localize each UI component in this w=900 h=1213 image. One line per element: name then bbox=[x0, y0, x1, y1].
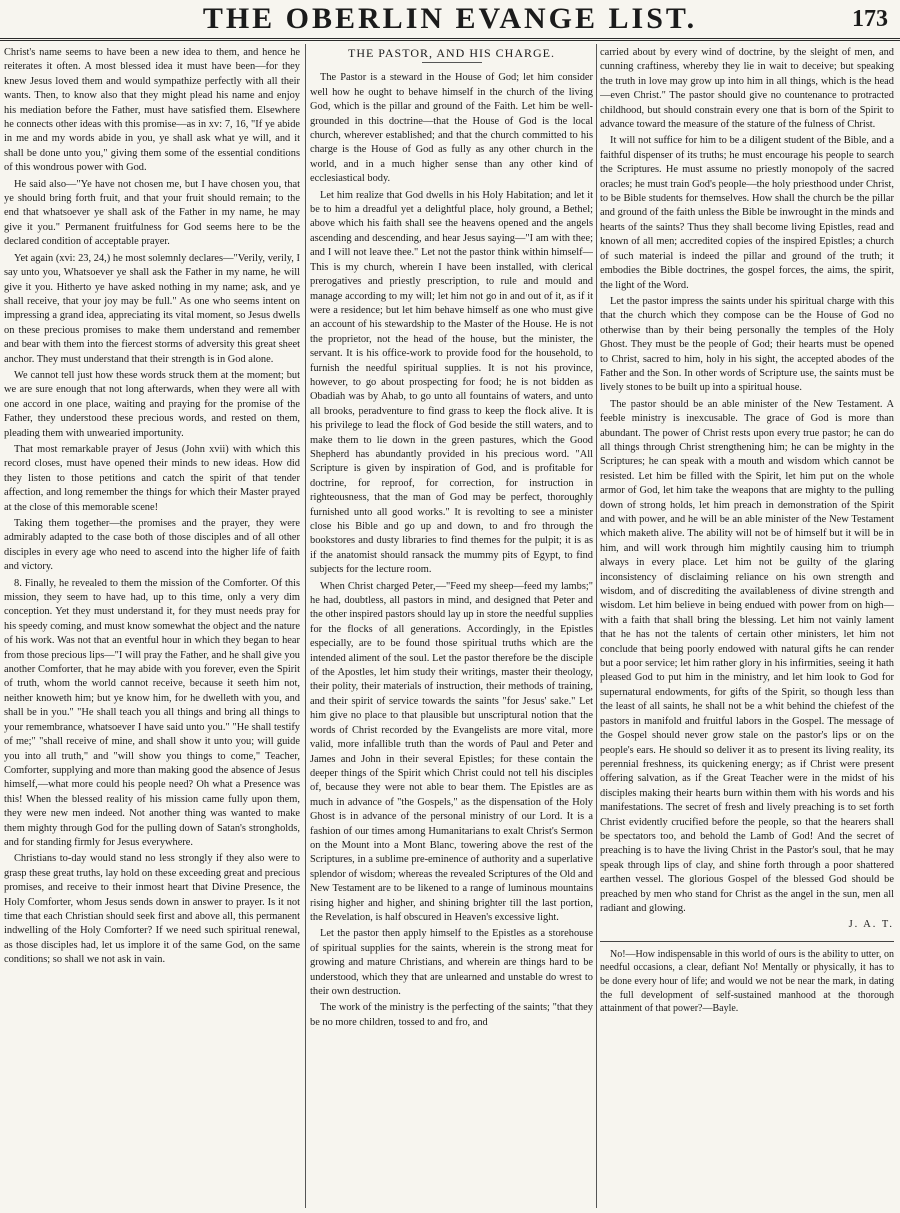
article-paragraph: 8. Finally, he revealed to them the mission of the Comforter. Of this mission, they seem to have had, up to this time, only a very dim conception. Yet they must understand it, for they must needs pray for his speedy coming, and must know somewhat the object and the nature of his work. Was not that an eventful hour in which they began to hear from those precious lips—"I will pray the Father, and he shall give you another Comforter, that he may abide with you forever, even the Spirit of truth, whom the world cannot receive, because it seeth him not, neither knoweth him; but ye know him, for he dwelleth with you, and shall be in you." "He shall teach you all things and bring all things to your remembrance, whatsoever I have said unto you." "He shall testify of me;" "shall receive of mine, and shall show it unto you; will guide you into all truth," and "will show you things to come," Teacher, Comforter, supplying and more than making good the absence of Jesus himself,—what more could his people need? Oh what a Presence was this! When the blessed reality of his mission came fully upon them, they were new men indeed. Not another thing was wanted to make them mighty through God for the pulling down of Satan's strongholds, and for standing firmly for Jesus everywhere. bbox=[4, 577, 300, 848]
column-divider bbox=[305, 44, 306, 1208]
note-paragraph: No!—How indispensable in this world of ours is the ability to utter, on needful occasions, a clear, defiant No! Mentally or physically, it has to be done every hour of life; and would we not be near the mark, in dating the full development of self-sustained manhood at the thorough attainment of that power?—Bayle. bbox=[600, 948, 894, 1015]
article-paragraph: carried about by every wind of doctrine, by the sleight of men, and cunning craftiness, whereby they lie in wait to deceive; but speaking the truth in love may grow up into him in all things, which is the head—even Christ." The pastor should give no countenance to protracted childhood, but should constrain every one that is born of the Spirit to advance toward the measure of the stature of the fulness of Christ. bbox=[600, 47, 894, 131]
article-paragraph: Christ's name seems to have been a new idea to them, and hence he reiterates it often. A most blessed idea it must have been—for they knew Jesus loved them and would sympathize perfectly with all their wants. Then, to know also that they might plead his name and enjoy his mediation before the Father, must have satisfied them. Elsewhere he connects other ideas with this promise—as in xv: 7, 16, "If ye abide in me and my words abide in you, ye shall ask what ye will, and it shall be done unto you," giving them some of the essential conditions of this wondrous power with God. bbox=[4, 47, 300, 174]
article-paragraph: Taking them together—the promises and the prayer, they were admirably adapted to the case both of those disciples and of all other disciples in every age who need to ascend into the higher life of faith and victory. bbox=[4, 518, 300, 573]
article-paragraph: The work of the ministry is the perfecting of the saints; "that they be no more children, tossed to and fro, and bbox=[310, 1002, 593, 1028]
newspaper-title: THE OBERLIN EVANGE LIST. bbox=[202, 2, 698, 35]
article-paragraph: We cannot tell just how these words struck them at the moment; but we are sure enough that not long afterwards, when they were all with one accord in one place, waiting and praying for the promise of the Father, they understood these precious words, and rested on them, pleading them with unwearied importunity. bbox=[4, 369, 300, 439]
article-paragraph: When Christ charged Peter,—"Feed my sheep—feed my lambs;" he had, doubtless, all pastors in mind, and designed that Peter and the other inspired pastors should lay up in store the needful supplies for the flocks of all generations. Accordingly, in the Epistles especially, are to be found those spiritual truths which are the intended aliment of the soul. Let the pastor therefore be the disciple of the Apostles, let him study their writings, master their theology, their polity, their materials of instruction, their methods of training, and their spirit of service towards the saints "for Jesus' sake." Let him give no place to that plausible but unscriptural notion that the words of Christ recorded by the Evangelists are more vital, more valid, more infallible truth than the words of Paul and Peter and James and John in their several Epistles; for these contain the deeper things of the Spirit which Christ could not tell his disciples of, because they were not able to bear them. The Epistles are as much in advance of "the Gospels," as the dispensation of the Holy Ghost is in advance of the personal ministry of our Lord. It is a fashion of our times among Humanitarians to exalt Christ's Sermon on the Mount into a Mont Blanc, towering above the rest of the Scriptures, in a sublime pre-eminence of authority and a superlative splendor of wisdom; whereas the revealed Scriptures of the Old and New Testament are to be likened to a range of luminous mountains rising higher and higher, and shining brighter till the last portion, the Revelation, is half obscured in Heaven's excessive light. bbox=[310, 580, 593, 923]
column-2 bbox=[310, 46, 593, 1206]
masthead bbox=[0, 0, 900, 41]
column-1 bbox=[4, 46, 300, 1206]
section-separator bbox=[600, 941, 894, 942]
column-3 bbox=[600, 46, 894, 1206]
article-paragraph: The pastor should be an able minister of the New Testament. A feeble ministry is inexcusable. The grace of God is more than abundant. The power of Christ rests upon every true pastor; he can do all things through Christ strengthening him; he can be mighty in the Scriptures; he can speak with a mouth and wisdom which cannot be resisted. Let him be filled with the Spirit, let him put on the whole armor of God, let him take the weapons that are mighty to the pulling down of strong holds, let him preach in demonstration of the Spirit and with power, and he will be an able minister of the New Testament which maketh alive. The ability will not be of himself but it will be in him, and will work through him mightily causing him to triumph always in every place. Let him not be guilty of the glaring inconsistency of disclaiming reliance on his own strength and wisdom, and of discrediting the availableness of divine strength and wisdom. Let him believe in being endued with power from on high—with a faith that shall bring the blessing. Let him not vainly lament that he has not the talents of certain other ministers, let him not conclude that being poorly endowed with natural gifts he can render but a poor service; let him rather glory in his infirmities, seeing it hath pleased God to put him in the ministry, and let him look to God for supernatural endowments, for gifts of the Spirit, so though less than the least of all saints, he shall not be a whit behind the chiefest of the pastors in manifold and fruitful labors in the Gospel. The message of the Gospel should never grow stale on the pastor's lips or on the people's ears. He should so deliver it as to present its living reality, its perennial freshness, its quickening energy; as if Christ were present offering salvation, as if the Great Teacher were in the midst of his disciples making their hearts burn within them with his words and his manifestations. The secret of fresh and lively preaching is to set forth Christ evidently crucified before the people, so that the hearers shall be spectators too, and behold the Lamb of God! And the secret of preaching is to have the living Christ in the Pastor's soul, that he may speak through lips of clay, and shine forth through a poor shattered earthen vessel. The glorious Gospel of the blessed God should be preached by men who stand for Christ as the angel in the sun, men all radiant and glowing. bbox=[600, 398, 894, 914]
author-signature: J. A. T. bbox=[848, 919, 894, 931]
column-divider bbox=[596, 44, 597, 1208]
article-paragraph: He said also—"Ye have not chosen me, but I have chosen you, that ye should bring forth fruit, and that your fruit should remain; to the end that whatsoever ye shall ask of the Father in my name, he may give it you." Permanent fruitfulness for God seems here to be the declared condition of acceptable prayer. bbox=[4, 178, 300, 248]
article-paragraph: That most remarkable prayer of Jesus (John xvii) with which this record closes, must have opened their minds to new ideas. How did they listen to those petitions and catch the spirit of that tender affection, and long remember the things for which their Master prayed at the close of this memorable scene! bbox=[4, 443, 300, 513]
heading-rule bbox=[422, 62, 482, 63]
article-paragraph: Let him realize that God dwells in his Holy Habitation; and let it be to him a dreadful yet a delightful place, holy ground, a Bethel; above which his faith shall see the heavens opened and the angels ascending and descending, and hear Jesus saying—"I am with thee; and I will not leave thee." Let not the pastor think within himself—This is my church, wherein I have been installed, with clerical prerogatives and priestly prescription, to rule and mould and manage according to my will; let him not go in and out of it, as if it were a residence; but let him behave himself as one who must give an account of his stewardship to the Master of the House. He is not the proprietor, not the head of the house, but the minister, the servant. It is his office-work to provide food for the household, to furnish the needful spiritual supplies. It is not his province, however, to go about prospecting for food; he is not bidden as Obadiah was by Ahab, to go unto all fountains of waters, and unto all brooks, peradventure to find grass to keep the flock alive. It is his privilege to lead the flock of God beside the still waters, and to make them to lie down in the green pastures, which the Good Shepherd has abundantly provided in his precious word. "All Scripture is given by inspiration of God, and is profitable for doctrine, for reproof, for correction, for instruction in righteousness, that the man of God may be perfect, thoroughly furnished unto all good works." It is revolting to see a minister close his Bible and go up and down, to and fro through the bookstores and dusty libraries to find themes for the pulpit; it is as if the anatomist should ransack the mummy pits of Egypt, to find subjects for the lecture room. bbox=[310, 189, 593, 576]
page-number: 173 bbox=[852, 6, 888, 32]
article-paragraph: Let the pastor impress the saints under his spiritual charge with this that the church which they compose can be the House of God no otherwise than by their being personally the temples of the Holy Ghost. They must be the people of God; their hearts must be opened to Christ, sacred to him, holy in his sight, the accepted abodes of the Father and the Son. In other words of Scripture use, the saints must be lively stones to be built up into a spiritual house. bbox=[600, 295, 894, 394]
article-paragraph: The Pastor is a steward in the House of God; let him consider well how he ought to behave himself in the church of the living God, which is the pillar and ground of the Faith. Let him be well-grounded in this doctrine—that the House of God is the local church, wherever established; and that the church committed to his charge is the House of God as fully as any other church in the world, and in a much higher sense than any other kind of ecclesiastical body. bbox=[310, 72, 593, 185]
article-paragraph: Yet again (xvi: 23, 24,) he most solemnly declares—"Verily, verily, I say unto you, Whatsoever ye shall ask the Father in my name, he will give it you. Hitherto ye have asked nothing in my name; ask, and ye shall receive, that your joy may be full." As one who seems intent on impressing a grand idea, appreciating its vital moment, so Jesus dwells on these precious promises to make them understand and remember and bear with them into the fiercest storms of adversity this great sheet anchor. They must understand that their strength is in God alone. bbox=[4, 252, 300, 365]
article-heading: THE PASTOR, AND HIS CHARGE. bbox=[347, 46, 556, 60]
article-paragraph: Christians to-day would stand no less strongly if they also were to grasp these great truths, lay hold on these exceeding great and precious promises, and receive to their inmost heart that Divine Presence, the Holy Comforter, whom Jesus sends down in answer to prayer. Is it not time that each Christian should seek first and above all, this permanent indwelling of the Holy Comforter? If we need such spiritual renewal, as those disciples had, let us implore it of the same God, on the same conditions; so shall we not ask in vain. bbox=[4, 853, 300, 966]
article-paragraph: Let the pastor then apply himself to the Epistles as a storehouse of spiritual supplies for the saints, wherein is the strong meat for growing and mature Christians, and wherein are things hard to be understood, which they that are unlearned and unstable do wrest to their own destruction. bbox=[310, 928, 593, 997]
article-paragraph: It will not suffice for him to be a diligent student of the Bible, and a faithful dispenser of its truths; he must encourage his people to search the Scriptures. He must assume no priestly monopoly of the sacred oracles; he must train God's people—the holy priesthood under Christ, to be Bible students for themselves. How shall the church be the pillar and ground of the faith unless the Bible be inwrought in the minds and hearts of the saints? Thus they shall become living Epistles, read and known of all men; accredited copies of the inspired Epistles; a church of such material is indeed the pillar and ground of the truth; it embodies the Bible doctrines, the gospel forces, the aims, the spirit, the light of the Word. bbox=[600, 135, 894, 291]
